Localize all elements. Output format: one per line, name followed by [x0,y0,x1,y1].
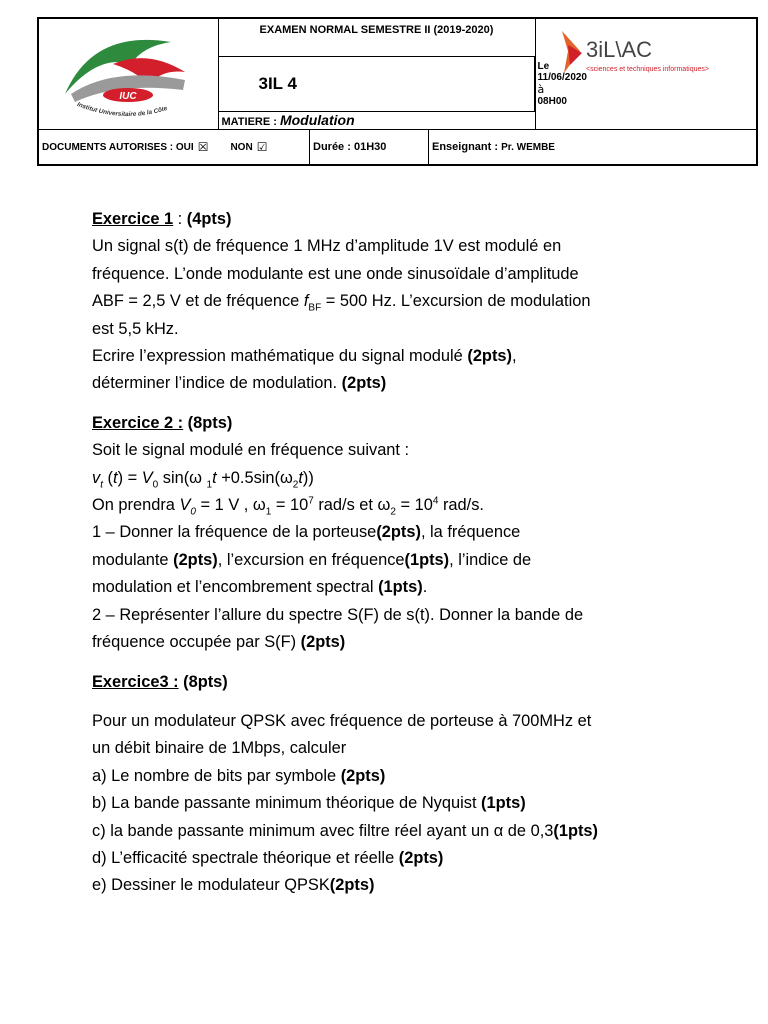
exercise-2-equation: $v_t$ $(t) = V_0$ sin(ω $_1t +0.5\sin(\omega_2t)$) [92,468,314,490]
exercise-2-line: Soit le signal modulé en fréquence suivant : [92,441,410,460]
subject-value: Modulation [279,112,355,129]
exercise-3-question: a) Le nombre de bits par symbole (2pts) [92,766,386,785]
exercise-2-question: modulation et l’encombrement spectral (1pts). [92,578,428,597]
exercise-2-question: modulante (2pts), l’excursion en fréquence(1pts), l’indice de [92,550,532,569]
exercise-3-question: b) La bande passante minimum théorique de Nyquist (1pts) [92,794,526,813]
subject-line: MATIERE : Modulation [218,111,535,129]
exercise-1-question: déterminer l’indice de modulation. (2pts) [92,374,387,393]
exercise-1-title: Exercice 1 : (4pts) [92,210,232,228]
oui-checkbox[interactable]: ☒ [197,140,209,154]
exercise-3-question: d) L’efficacité spectrale théorique et réelle (2pts) [92,848,444,867]
documents-allowed: DOCUMENTS AUTORISES : OUI ☒ NON ☑ [39,130,310,164]
lac-logo-name: 3iL\AC [585,37,652,62]
exercise-2-title: Exercice 2 : (8pts) [92,413,233,432]
exercise-2-question: 2 – Représenter l’allure du spectre S(F) de s(t). Donner la bande de [92,605,584,624]
exercise-2-question: fréquence occupée par S(F) (2pts) [92,633,346,652]
exercise-3-title: Exercice3 : (8pts) [92,672,228,691]
exam-date: Le 11/06/2020 à 08H00 [534,57,535,112]
exercise-3-line: un débit binaire de 1Mbps, calculer [92,739,347,758]
exam-duration: Durée : 01H30 [310,130,429,164]
non-checkbox[interactable]: ☑ [256,140,268,154]
exercise-2-question: 1 – Donner la fréquence de la porteuse(2pts), la fréquence [92,523,521,542]
teacher-name: Pr. WEMBE [501,141,555,153]
iuc-logo [53,24,203,124]
iuc-logo-cell [38,18,218,130]
teacher: Enseignant : Pr. WEMBE [432,141,555,153]
exercise-1-line: ABF = 2,5 V et de fréquence $f_{BF} = 500$ Hz. L’excursion de modulation [92,292,591,314]
exam-info-row [38,130,757,166]
exercise-3-question: e) Dessiner le modulateur QPSK(2pts) [92,876,375,895]
iuc-logo-text: IUC [119,91,137,102]
iuc-logo-arc-text: Institut Universitaire de la Côte [76,100,169,119]
exam-content [92,206,702,900]
exercise-1-line: fréquence. L’onde modulante est une onde sinusoïdale d’amplitude [92,264,579,283]
class-label: 3IL 4 [218,57,534,112]
lac-logo-subtitle: <sciences et techniques informatiques> [585,66,709,73]
exam-title: EXAMEN NORMAL SEMESTRE II (2019-2020) [218,18,535,57]
exercise-1-line: Un signal s(t) de fréquence 1 MHz d’amplitude 1V est modulé en [92,237,562,256]
exercise-1-question: Ecrire l’expression mathématique du signal modulé (2pts), [92,347,517,366]
exercise-3-line: Pour un modulateur QPSK avec fréquence de porteuse à 700MHz et [92,711,592,730]
exercise-2-line: On prendra $V_0 = 1$ V , $\omega_1 = 10^7$ rad/s et $\omega_2 = 10^4$ rad/s. [92,495,484,518]
exam-header-table [37,17,758,166]
exercise-3-question: c) la bande passante minimum avec filtre réel ayant un α de 0,3(1pts) [92,821,598,840]
exercise-1-line: est 5,5 kHz. [92,319,179,338]
